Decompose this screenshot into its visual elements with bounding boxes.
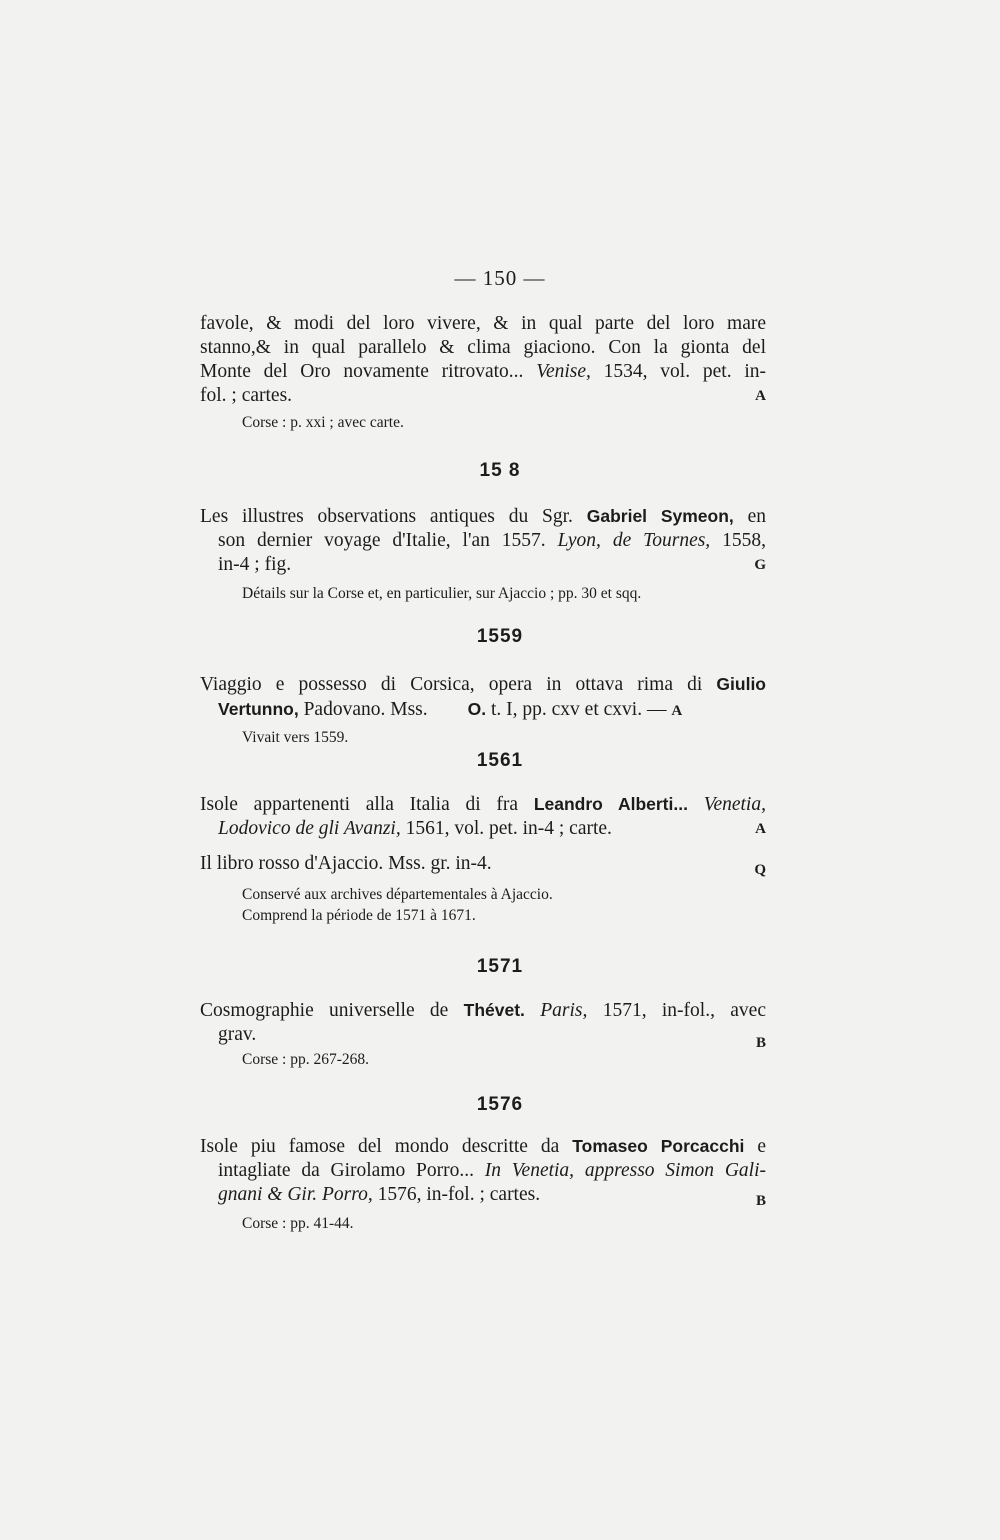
text: Isole appartenenti alla Italia di fra bbox=[200, 794, 534, 815]
entry-note: Corse : pp. 267-268. bbox=[242, 1051, 370, 1068]
entry-line bbox=[200, 553, 766, 577]
text: t. I, pp. cxv et cxvi. — bbox=[486, 699, 672, 720]
entry-note: Conservé aux archives départementales à Ajaccio. bbox=[242, 886, 553, 903]
entry-note: Corse : pp. 41-44. bbox=[242, 1215, 354, 1232]
text: en bbox=[733, 506, 767, 527]
text: 1561, vol. pet. in-4 ; carte. bbox=[400, 818, 612, 839]
entry-line bbox=[200, 360, 766, 384]
entry-1550 bbox=[200, 312, 766, 433]
author: Vertunno, bbox=[218, 699, 299, 719]
year-heading: 1561 bbox=[476, 750, 524, 771]
library-code: B bbox=[755, 1193, 766, 1209]
text: 1534, vol. pet. in- bbox=[590, 361, 766, 382]
author: Tomaseo Porcacchi bbox=[572, 1136, 745, 1156]
library-code: G bbox=[754, 557, 766, 573]
year-heading: 1559 bbox=[476, 626, 524, 647]
entry-line bbox=[200, 998, 766, 1023]
entry-1558 bbox=[200, 504, 766, 604]
text: 1558, bbox=[710, 530, 766, 551]
place: Venise, bbox=[536, 361, 591, 382]
entry-note: Détails sur la Corse et, en particulier, sur Ajaccio ; pp. 30 et sqq. bbox=[242, 585, 642, 602]
entry-line bbox=[200, 672, 766, 697]
entry-1561b bbox=[200, 852, 766, 926]
entry-1559 bbox=[200, 672, 766, 748]
publisher: gnani & Gir. Porro, bbox=[218, 1184, 373, 1205]
entry-line: stanno,& in qual parallelo & clima giaciono. Con la gionta del bbox=[200, 337, 766, 358]
entry-line bbox=[200, 1023, 766, 1051]
entry-line bbox=[200, 1134, 766, 1159]
entry-line bbox=[200, 529, 766, 553]
publisher: Lodovico de gli Avanzi, bbox=[218, 818, 401, 839]
library-code: A bbox=[671, 703, 683, 719]
year-heading: 1576 bbox=[476, 1094, 524, 1115]
entry-line: favole, & modi del loro vivere, & in qual parte del loro mare bbox=[200, 313, 766, 334]
entry-line bbox=[200, 504, 766, 529]
text: in-4 ; fig. bbox=[218, 554, 292, 575]
text: 1571, in-fol., avec bbox=[587, 1000, 766, 1021]
entry-line bbox=[200, 1183, 766, 1207]
author: Gabriel Symeon, bbox=[586, 506, 734, 526]
year-heading: 1571 bbox=[476, 956, 524, 977]
entry-note: Corse : p. xxi ; avec carte. bbox=[242, 414, 404, 431]
entry-line bbox=[200, 792, 766, 817]
text: Isole piu famose del mondo descritte da bbox=[200, 1136, 573, 1157]
entry-line bbox=[200, 1159, 766, 1183]
year-heading: 15 8 bbox=[479, 460, 521, 481]
text: Monte del Oro novamente ritrovato... bbox=[200, 361, 537, 382]
entry-1571 bbox=[200, 998, 766, 1070]
library-code: B bbox=[755, 1035, 766, 1051]
entry-1561a bbox=[200, 792, 766, 841]
text: intagliate da Girolamo Porro... bbox=[218, 1160, 485, 1181]
author: Giulio bbox=[716, 674, 766, 694]
text: Les illustres observations antiques du Sgr. bbox=[200, 506, 587, 527]
library-code: A bbox=[755, 821, 766, 837]
text: Il libro rosso d'Ajaccio. Mss. gr. in-4. bbox=[200, 853, 492, 874]
source: O. bbox=[467, 699, 487, 719]
text: 1576, in-fol. ; cartes. bbox=[372, 1184, 541, 1205]
entry-1576 bbox=[200, 1134, 766, 1234]
place: In Venetia, appresso Simon Gali- bbox=[484, 1160, 766, 1181]
library-code: A bbox=[755, 388, 766, 404]
text: fol. ; cartes. bbox=[200, 385, 293, 406]
entry-note: Comprend la période de 1571 à 1671. bbox=[242, 907, 476, 924]
text: Viaggio e possesso di Corsica, opera in ottava rima di bbox=[200, 674, 717, 695]
text: Cosmographie universelle de bbox=[200, 1000, 464, 1021]
text: son dernier voyage d'Italie, l'an 1557. bbox=[218, 530, 558, 551]
entry-line bbox=[200, 384, 766, 408]
page-number: — 150 — bbox=[454, 266, 546, 290]
place: Lyon, de Tournes, bbox=[557, 530, 711, 551]
place: Venetia, bbox=[687, 794, 766, 815]
entry-line bbox=[200, 697, 766, 723]
entry-line bbox=[200, 852, 766, 876]
entry-note: Vivait vers 1559. bbox=[242, 729, 349, 746]
text: grav. bbox=[218, 1024, 257, 1045]
author: Thévet. bbox=[463, 1000, 525, 1020]
library-code: Q bbox=[754, 862, 766, 878]
entry-line bbox=[200, 817, 766, 841]
author: Leandro Alberti... bbox=[533, 794, 688, 814]
place: Paris, bbox=[524, 1000, 588, 1021]
text: e bbox=[744, 1136, 766, 1157]
text: Padovano. Mss. bbox=[298, 699, 428, 720]
